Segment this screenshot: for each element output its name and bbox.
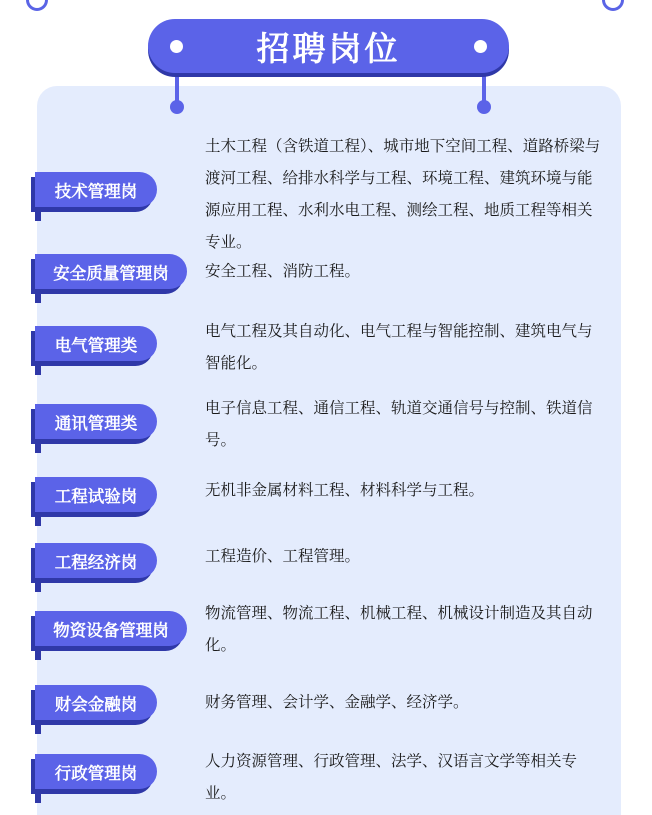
top-right-ring-decoration [602,0,624,11]
position-tag: 技术管理岗 [35,172,157,207]
position-tag: 安全质量管理岗 [35,254,187,289]
position-tag: 财会金融岗 [35,685,157,720]
header-right-dot [474,40,487,53]
right-hanger-line [482,70,486,104]
position-majors: 电气工程及其自动化、电气工程与智能控制、建筑电气与智能化。 [205,322,593,372]
position-majors: 土木工程（含铁道工程）、城市地下空间工程、道路桥梁与渡河工程、给排水科学与工程、环境工程、建筑环境与能源应用工程、水利水电工程、测绘工程、地质工程等相关专业。 [205,137,601,251]
position-tag: 行政管理岗 [35,754,157,789]
section-header [148,19,509,73]
left-hanger-dot [170,100,184,114]
position-majors: 财务管理、会计学、金融学、经济学。 [205,693,469,711]
position-tag: 通讯管理类 [35,404,157,439]
position-tag: 电气管理类 [35,326,157,361]
header-left-dot [170,40,183,53]
position-majors: 人力资源管理、行政管理、法学、汉语言文学等相关专业。 [205,752,578,802]
position-tag: 物资设备管理岗 [35,611,187,646]
section-title: 招聘岗位 [256,28,401,68]
position-majors: 工程造价、工程管理。 [205,547,361,565]
right-hanger-dot [477,100,491,114]
position-tag: 工程经济岗 [35,543,157,578]
position-majors: 安全工程、消防工程。 [205,262,361,280]
position-majors: 电子信息工程、通信工程、轨道交通信号与控制、铁道信号。 [205,399,593,449]
position-majors: 物流管理、物流工程、机械工程、机械设计制造及其自动化。 [205,604,593,654]
position-majors: 无机非金属材料工程、材料科学与工程。 [205,481,485,499]
left-hanger-line [175,70,179,104]
position-tag: 工程试验岗 [35,477,157,512]
top-left-ring-decoration [26,0,48,11]
